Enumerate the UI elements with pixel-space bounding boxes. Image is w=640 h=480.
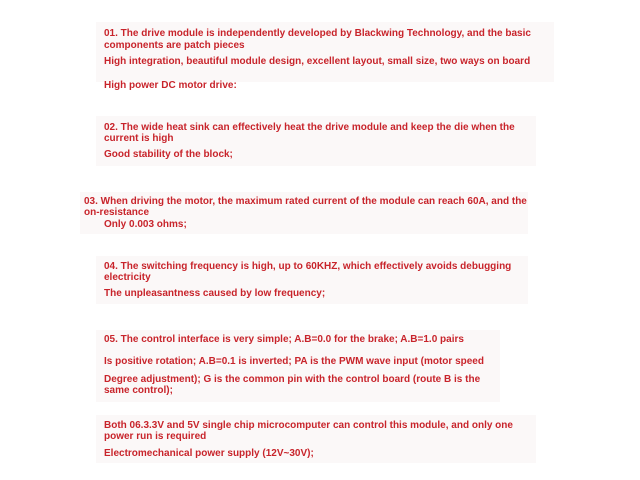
feature-5-line-2: Is positive rotation; A.B=0.1 is inverted; PA is the PWM wave input (motor speed [104,356,484,367]
feature-1-detail: High integration, beautiful module design, excellent layout, small size, two ways on board [104,56,531,67]
feature-5-line-1: 05. The control interface is very simple; A.B=0.0 for the brake; A.B=1.0 pairs [104,334,464,345]
feature-1-line-1: 01. The drive module is independently developed by Blackwing Technology, and the basic [104,28,531,39]
feature-5-line-3: Degree adjustment); G is the common pin with the control board (route B is the [104,374,481,385]
section-heading: High power DC motor drive: [104,80,237,91]
feature-6-line-1: Both 06.3.3V and 5V single chip microcomputer can control this module, and only one [104,420,513,431]
feature-2-detail: Good stability of the block; [104,149,233,160]
feature-5-line-4: same control); [104,385,173,396]
feature-4-line-2: electricity [104,272,151,283]
feature-4-detail: The unpleasantness caused by low frequency; [104,288,326,299]
feature-3-line-1: 03. When driving the motor, the maximum rated current of the module can reach 60A, and the [84,196,527,207]
feature-2-line-1: 02. The wide heat sink can effectively heat the drive module and keep the die when the [104,122,515,133]
feature-6-line-2: power run is required [104,431,207,442]
feature-1-line-2: components are patch pieces [104,40,245,51]
feature-6-detail: Electromechanical power supply (12V~30V); [104,448,314,459]
feature-3-line-2: on-resistance [84,207,150,218]
feature-3-detail: Only 0.003 ohms; [104,219,187,230]
feature-2-line-2: current is high [104,133,174,144]
feature-4-line-1: 04. The switching frequency is high, up to 60KHZ, which effectively avoids debugging [104,261,512,272]
